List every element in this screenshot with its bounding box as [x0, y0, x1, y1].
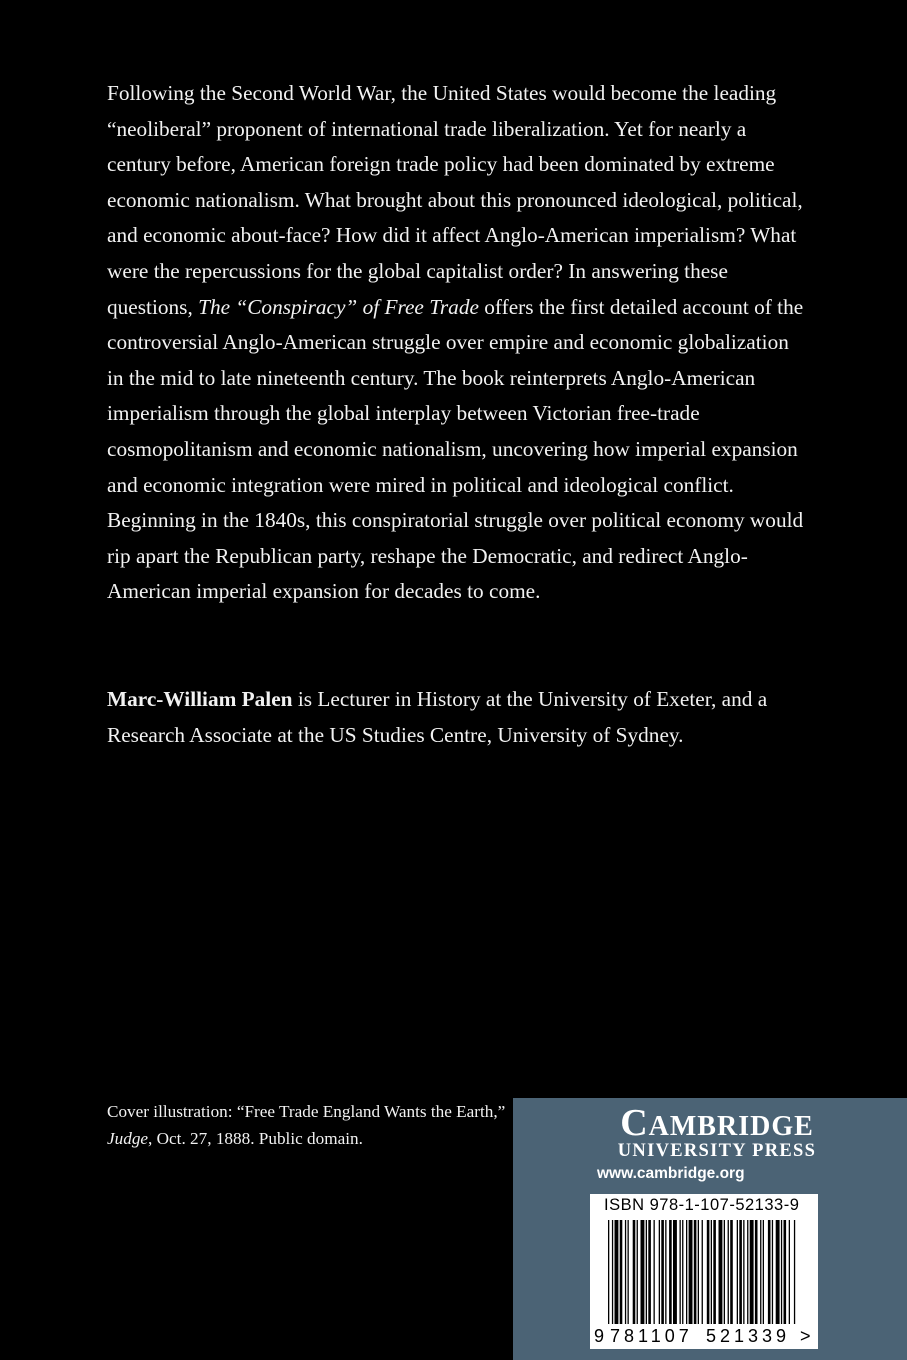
- barcode-bar: [763, 1220, 764, 1324]
- description-text-part-1: Following the Second World War, the United States would become the leading “neoliberal” proponent of international trade liberalization. Yet for nearly a century before, American foreign trade policy had been dominated by extreme economic nationalism. What brought about this pronounced ideological, political, and economic about-face? How did it affect Anglo-American imperialism? What were the repercussions for the global capitalist order? In answering these questions,: [107, 81, 803, 319]
- barcode-bar: [760, 1220, 761, 1324]
- publisher-name: [597, 1102, 837, 1144]
- barcode-bar: [646, 1220, 647, 1324]
- publisher-url[interactable]: www.cambridge.org: [597, 1165, 745, 1182]
- barcode-bar: [747, 1220, 748, 1324]
- publisher-name-initial: C: [620, 1102, 649, 1144]
- barcode-bar: [654, 1220, 655, 1324]
- credit-prefix: Cover illustration: “Free Trade England Wants the Earth,”: [107, 1102, 506, 1121]
- barcode-bar: [612, 1220, 613, 1324]
- isbn-barcode: [590, 1194, 818, 1349]
- barcode-bar: [628, 1220, 629, 1324]
- barcode-bar: [698, 1220, 699, 1324]
- barcode-bar: [673, 1220, 677, 1324]
- barcode-bar: [768, 1220, 771, 1324]
- author-name: Marc-William Palen: [107, 687, 293, 711]
- author-bio-text: is Lecturer in History at the University of Exeter, and a Research Associate at the US Studies Centre, University of Sydney.: [107, 687, 768, 747]
- barcode-bar: [724, 1220, 725, 1324]
- barcode-bar: [737, 1220, 738, 1324]
- barcode-bar: [781, 1220, 782, 1324]
- barcode-bar: [637, 1220, 638, 1324]
- barcode-bar: [665, 1220, 666, 1324]
- credit-suffix: , Oct. 27, 1888. Public domain.: [148, 1129, 363, 1148]
- barcode-bar: [776, 1220, 780, 1324]
- barcode-bar: [755, 1220, 758, 1324]
- book-title-italic: The “Conspiracy” of Free Trade: [198, 294, 479, 319]
- barcode-bar: [661, 1220, 664, 1324]
- credit-publication: Judge: [107, 1129, 149, 1148]
- barcode-bar: [702, 1220, 703, 1324]
- barcode-bar: [694, 1220, 697, 1324]
- barcode-bar: [659, 1220, 660, 1324]
- book-description: [107, 76, 807, 610]
- isbn-label: ISBN 978-1-107-52133-9: [604, 1196, 800, 1214]
- barcode-digits-left: 781107: [610, 1326, 693, 1346]
- barcode-bar: [620, 1220, 623, 1324]
- barcode-bar: [743, 1220, 744, 1324]
- barcode-bar: [711, 1220, 712, 1324]
- publisher-name-rest: AMBRIDGE: [648, 1111, 814, 1142]
- barcode-bar: [719, 1220, 723, 1324]
- barcode-bar: [648, 1220, 651, 1324]
- barcode-bar: [682, 1220, 683, 1324]
- barcode-bar: [713, 1220, 716, 1324]
- barcode-digit-first: 9: [594, 1326, 605, 1346]
- barcode-digits-right: 521339: [706, 1326, 791, 1346]
- barcode-bar: [680, 1220, 681, 1324]
- publisher-panel: [513, 1098, 907, 1360]
- barcode-bar: [739, 1220, 742, 1324]
- cover-illustration-credit: [107, 1098, 507, 1152]
- barcode-bar: [625, 1220, 626, 1324]
- author-bio: [107, 682, 807, 753]
- barcode-bar: [784, 1220, 787, 1324]
- barcode-bar: [772, 1220, 773, 1324]
- barcode-bar: [615, 1220, 619, 1324]
- barcode-bar: [794, 1220, 795, 1324]
- description-text-part-2: offers the first detailed account of the controversial Anglo-American struggle over empire and economic globalization in the mid to late nineteenth century. The book reinterprets Anglo-American imperialism through the global interplay between Victorian free-trade cosmopolitanism and economic nationalism, uncovering how imperial expansion and economic integration were mired in political and ideological conflict. Beginning in the 1840s, this conspiratorial struggle over political economy would rip apart the Republican party, reshape the Democratic, and redirect Anglo-American imperial expansion for decades to come.: [107, 294, 804, 604]
- barcode-bar: [633, 1220, 636, 1324]
- barcode-bar: [669, 1220, 672, 1324]
- barcode-bar: [641, 1220, 645, 1324]
- barcode-graphic: [590, 1194, 818, 1349]
- barcode-bar: [689, 1220, 693, 1324]
- barcode-bar: [686, 1220, 687, 1324]
- barcode-bar: [750, 1220, 754, 1324]
- barcode-quiet-zone-mark: >: [800, 1326, 811, 1346]
- barcode-bar: [730, 1220, 733, 1324]
- barcode-bar: [707, 1220, 710, 1324]
- barcode-bar: [608, 1220, 609, 1324]
- barcode-bar: [728, 1220, 729, 1324]
- barcode-bar: [789, 1220, 790, 1324]
- publisher-subtitle: UNIVERSITY PRESS: [617, 1141, 817, 1161]
